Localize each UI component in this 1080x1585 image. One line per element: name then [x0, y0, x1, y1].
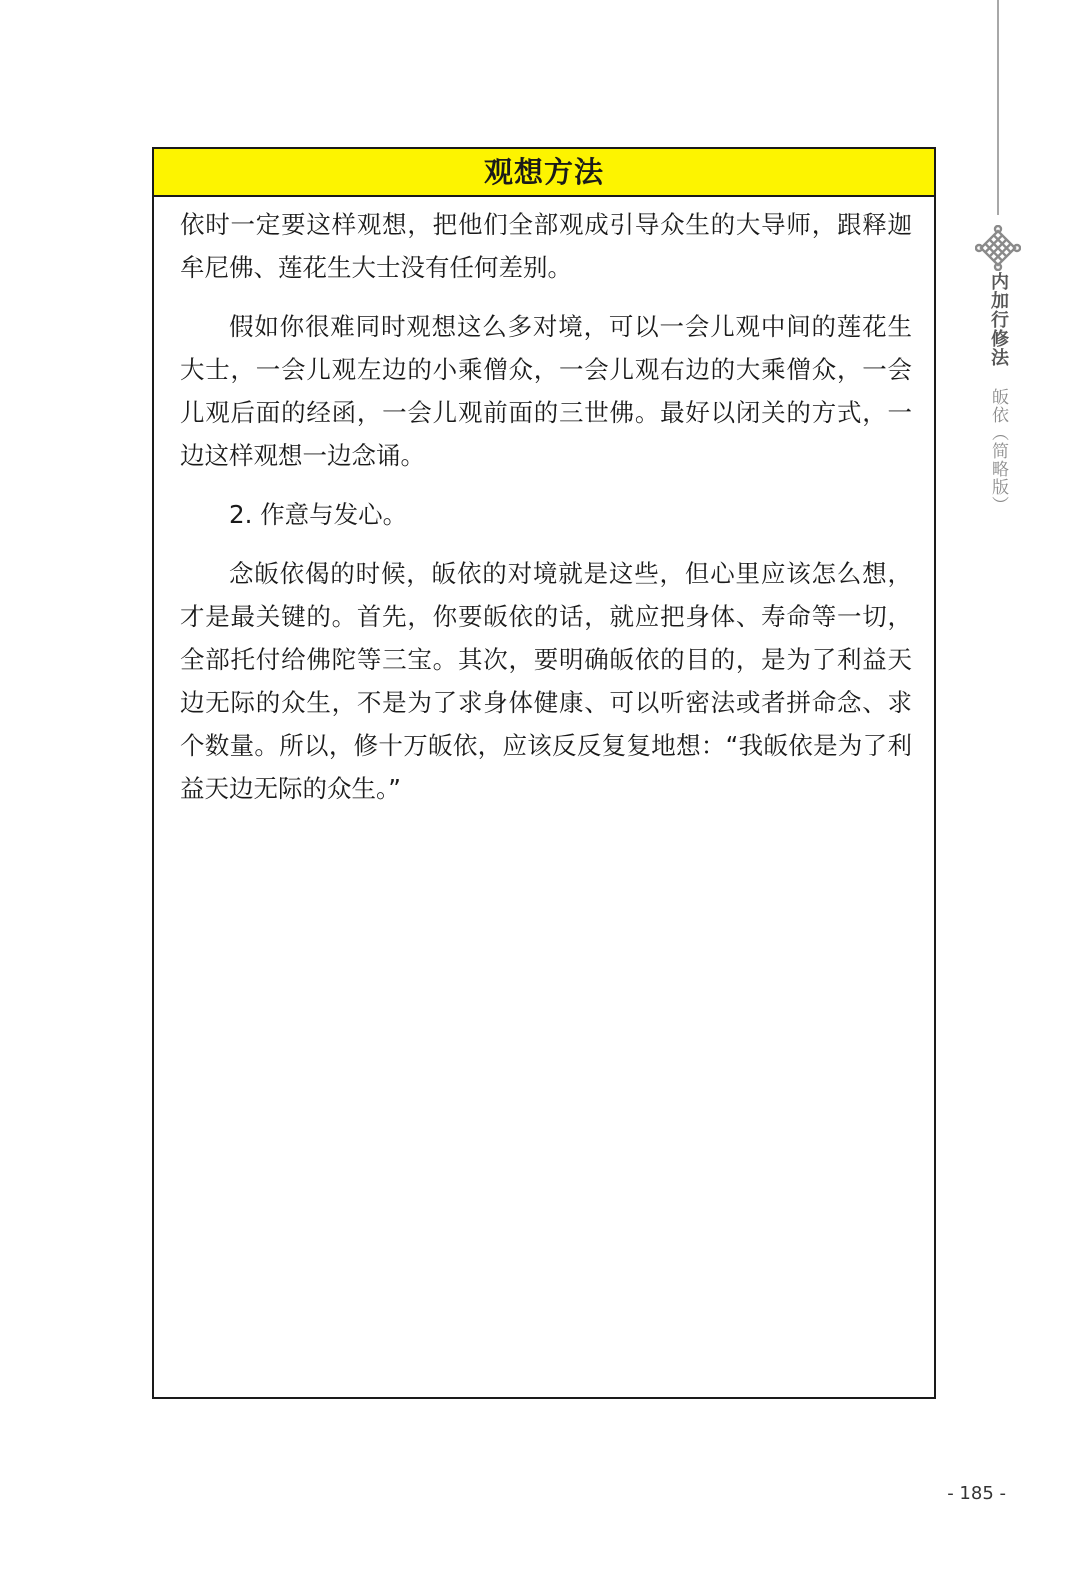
content-box — [152, 147, 936, 1399]
paragraph: 假如你很难同时观想这么多对境，可以一会儿观中间的莲花生大士，一会儿观左边的小乘僧众，一会儿观右边的大乘僧众，一会儿观后面的经函，一会儿观前面的三世佛。最好以闭关的方式，一边这样观想一边念诵。 — [180, 312, 912, 470]
paragraph: 依时一定要这样观想，把他们全部观成引导众生的大导师，跟释迦牟尼佛、莲花生大士没有任何差别。 — [180, 210, 912, 282]
side-section-title: 内加行修法 — [988, 272, 1009, 367]
paragraph: 念皈依偈的时候，皈依的对境就是这些，但心里应该怎么想，才是最关键的。首先，你要皈依的话，就应把身体、寿命等一切，全部托付给佛陀等三宝。其次，要明确皈依的目的，是为了利益天边无际的众生，不是为了求身体健康、可以听密法或者拼命念、求个数量。所以，修十万皈依，应该反反复复地想：“我皈依是为了利益天边无际的众生。” — [180, 559, 912, 803]
section-heading: 2. 作意与发心。 — [229, 500, 408, 529]
box-header: 观想方法 — [154, 149, 934, 197]
box-body — [154, 197, 934, 810]
endless-knot-icon — [975, 225, 1021, 271]
side-section-subtitle: 皈依（简略版） — [988, 388, 1008, 514]
side-rule — [997, 0, 999, 215]
page-number: - 185 - — [947, 1483, 1006, 1504]
